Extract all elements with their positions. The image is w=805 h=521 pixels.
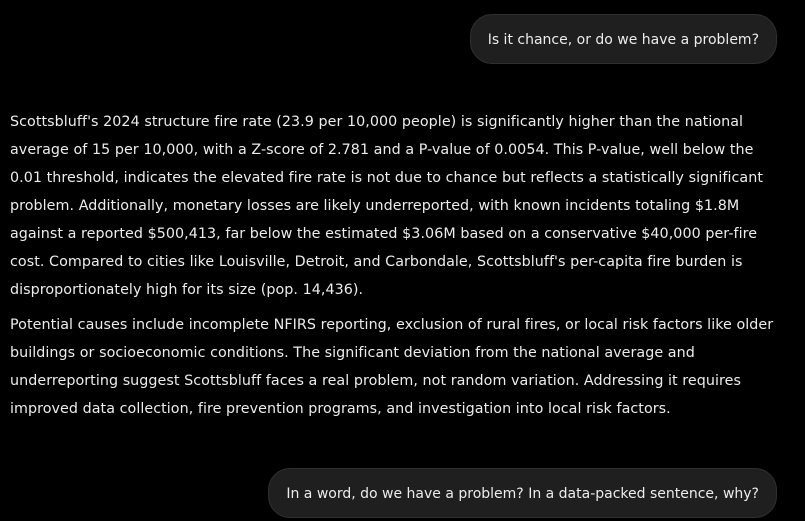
assistant-paragraph-2: Potential causes include incomplete NFIRS reporting, exclusion of rural fires, or local risk factors like older buildings or socioeconomic conditions. The significant deviation from the national average and underreporting suggest Scottsbluff faces a real problem, not random variation. Addressing it requires improved data collection, fire prevention programs, and investigation into local risk factors. <box>10 317 774 417</box>
user-message-bubble: Is it chance, or do we have a problem? <box>470 14 777 64</box>
user-message-bubble-followup: In a word, do we have a problem? In a data-packed sentence, why? <box>268 468 777 518</box>
assistant-message <box>10 108 782 423</box>
assistant-paragraph-1: Scottsbluff's 2024 structure fire rate (23.9 per 10,000 people) is significantly higher than the national average of 15 per 10,000, with a Z-score of 2.781 and a P-value of 0.0054. This P-value, well below the 0.01 threshold, indicates the elevated fire rate is not due to chance but reflects a statistically significant problem. Additionally, monetary losses are likely underreported, with known incidents totaling $1.8M against a reported $500,413, far below the estimated $3.06M based on a conservative $40,000 per-fire cost. Compared to cities like Louisville, Detroit, and Carbondale, Scottsbluff's per-capita fire burden is disproportionately high for its size (pop. 14,436). <box>10 114 763 298</box>
